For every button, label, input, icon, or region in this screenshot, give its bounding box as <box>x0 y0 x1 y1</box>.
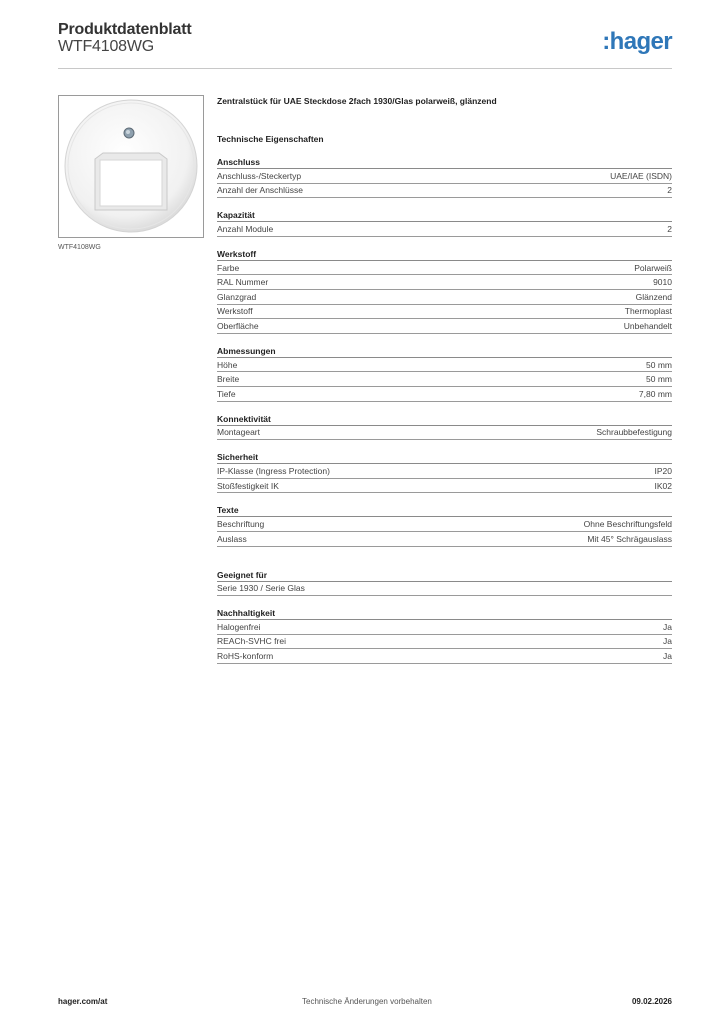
spec-label: Oberfläche <box>217 320 259 331</box>
spec-label: Anschluss-/Steckertyp <box>217 170 302 181</box>
section-heading: Sicherheit <box>217 451 672 464</box>
spec-row <box>217 372 672 387</box>
technical-properties-heading: Technische Eigenschaften <box>217 134 324 144</box>
spec-row <box>217 261 672 276</box>
spec-row <box>217 532 672 547</box>
spec-row <box>217 184 672 199</box>
spec-row <box>217 169 672 184</box>
spec-label: REACh-SVHC frei <box>217 636 286 647</box>
document-title: Produktdatenblatt <box>58 21 192 38</box>
spec-value: Mit 45° Schrägauslass <box>587 533 672 544</box>
spec-row <box>217 275 672 290</box>
spec-label: Anzahl der Anschlüsse <box>217 185 303 196</box>
spec-label: Tiefe <box>217 388 236 399</box>
socket-cover-illustration <box>59 96 203 237</box>
spec-label: Breite <box>217 374 240 385</box>
spec-row <box>217 582 672 597</box>
section-heading: Anschluss <box>217 156 672 169</box>
spec-value: IP20 <box>654 465 672 476</box>
spec-row <box>217 649 672 664</box>
spec-value: 50 mm <box>646 374 672 385</box>
section-heading: Abmessungen <box>217 345 672 358</box>
spec-label: Werkstoff <box>217 306 253 317</box>
footer-disclaimer: Technische Änderungen vorbehalten <box>302 997 432 1006</box>
product-specs <box>217 94 672 664</box>
product-number: WTF4108WG <box>58 38 154 55</box>
hager-logo: :hager <box>602 28 672 55</box>
spec-row <box>217 290 672 305</box>
spec-label: Beschriftung <box>217 519 265 530</box>
section-heading: Nachhaltigkeit <box>217 607 672 620</box>
spec-row <box>217 464 672 479</box>
spec-label: IP-Klasse (Ingress Protection) <box>217 465 330 476</box>
spec-label: Serie 1930 / Serie Glas <box>217 583 305 594</box>
spec-value: Unbehandelt <box>623 320 672 331</box>
spec-label: Halogenfrei <box>217 621 261 632</box>
spec-label: RoHS-konform <box>217 651 274 662</box>
spec-value: Glänzend <box>635 291 672 302</box>
spec-value: Polarweiß <box>634 262 672 273</box>
spec-label: Höhe <box>217 359 238 370</box>
spec-value: 2 <box>667 185 672 196</box>
spec-label: Montageart <box>217 427 260 438</box>
spec-value: 7,80 mm <box>638 388 672 399</box>
spec-row <box>217 426 672 441</box>
spec-label: Farbe <box>217 262 240 273</box>
spec-value: 2 <box>667 223 672 234</box>
spec-row <box>217 305 672 320</box>
footer-date: 09.02.2026 <box>631 997 672 1006</box>
spec-row <box>217 635 672 650</box>
spec-label: Anzahl Module <box>217 223 274 234</box>
spec-row <box>217 517 672 532</box>
spec-value: IK02 <box>654 480 672 491</box>
section-heading: Geeignet für <box>217 569 672 582</box>
spec-row <box>217 222 672 237</box>
spec-row <box>217 358 672 373</box>
section-heading: Konnektivität <box>217 413 672 426</box>
footer-website: hager.com/at <box>58 997 108 1006</box>
spec-row <box>217 319 672 334</box>
spec-label: Auslass <box>217 533 247 544</box>
product-image <box>58 95 204 238</box>
spec-value: 9010 <box>653 277 672 288</box>
product-description: Zentralstück für UAE Steckdose 2fach 1930/Glas polarweiß, glänzend <box>217 96 497 106</box>
header-divider <box>58 68 672 69</box>
spec-value: Ja <box>663 651 672 662</box>
image-caption: WTF4108WG <box>58 244 101 251</box>
spec-value: Schraubbefestigung <box>596 427 672 438</box>
spec-value: Ohne Beschriftungsfeld <box>583 519 672 530</box>
spec-label: RAL Nummer <box>217 277 269 288</box>
section-heading: Werkstoff <box>217 248 672 261</box>
spec-value: Ja <box>663 621 672 632</box>
section-heading: Texte <box>217 504 672 517</box>
spec-value: UAE/IAE (ISDN) <box>610 170 672 181</box>
spec-row <box>217 620 672 635</box>
spec-value: 50 mm <box>646 359 672 370</box>
spec-row <box>217 387 672 402</box>
section-heading: Kapazität <box>217 209 672 222</box>
spec-value: Thermoplast <box>624 306 672 317</box>
spec-label: Stoßfestigkeit IK <box>217 480 279 491</box>
spec-row <box>217 479 672 494</box>
spec-value: Ja <box>663 636 672 647</box>
spec-sections <box>217 156 672 664</box>
spec-label: Glanzgrad <box>217 291 257 302</box>
